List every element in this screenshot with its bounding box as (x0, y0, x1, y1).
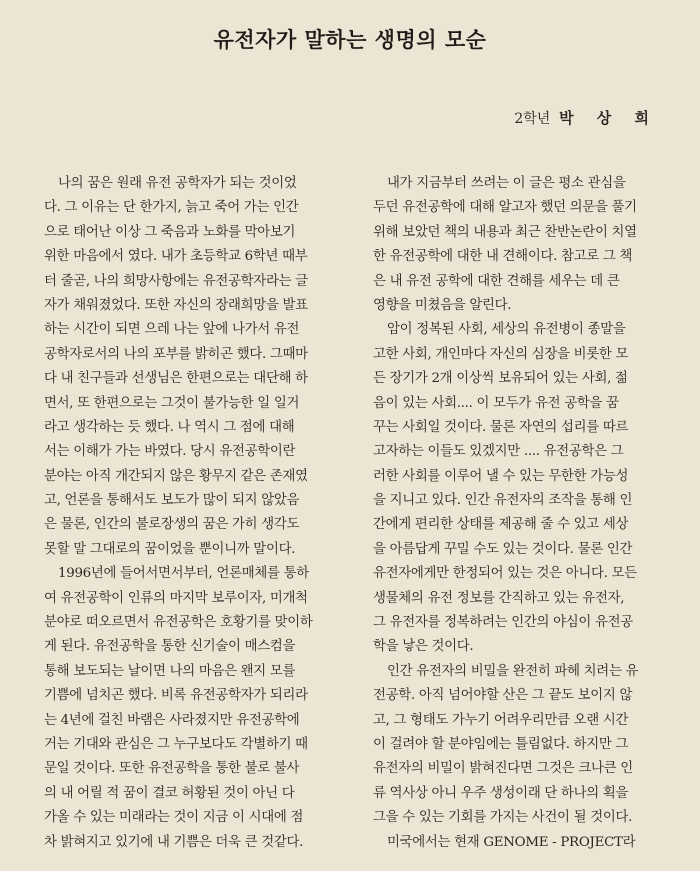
text-line: 은 물론, 인간의 불로장생의 꿈은 가히 생각도 (44, 517, 300, 533)
text-line: 고자하는 이들도 있겠지만 .... 유전공학은 그 (373, 444, 624, 460)
text-line: 다 내 친구들과 선생님은 한편으로는 대단해 하 (44, 371, 308, 387)
text-line: 나의 꿈은 원래 유전 공학자가 되는 것이었 (58, 176, 297, 191)
text-line: 면서, 또 한편으로는 그것이 불가능한 일 일거 (44, 395, 300, 411)
text-line: 차 밝혀지고 있기에 내 기쁨은 더욱 큰 것같다. (44, 834, 304, 850)
text-line: 공학자로서의 나의 포부를 밝히곤 했다. 그때마 (44, 346, 308, 362)
text-line: 자가 채워졌었다. 또한 자신의 장래희망을 발표 (44, 297, 308, 313)
left-column (44, 172, 352, 855)
text-line: 다. 그 이유는 단 한가지, 늙고 죽어 가는 인간 (44, 200, 299, 216)
author-name: 박 상 희 (559, 109, 658, 127)
text-line: 고, 그 형태도 가누기 어려우리만큼 오랜 시간 (373, 712, 629, 728)
text-line: 기쁨에 넘치곤 했다. 비록 유전공학자가 되리라 (44, 688, 308, 704)
text-line: 분야는 아직 개간되지 않은 황무지 같은 존재였 (44, 468, 308, 484)
text-line: 고한 사회, 개인마다 자신의 심장을 비롯한 모 (373, 346, 629, 362)
text-line: 이 걸려야 할 분야임에는 틀림없다. 하지만 그 (373, 736, 629, 752)
text-line: 한 유전공학에 대한 내 견해이다. 참고로 그 책 (373, 249, 633, 265)
text-line: 서는 이해가 가는 바였다. 당시 유전공학이란 (44, 444, 296, 460)
text-line: 류 역사상 아니 우주 생성이래 단 하나의 획을 (373, 785, 629, 801)
text-line: 영향을 미쳤음을 알린다. (373, 297, 512, 313)
text-line: 여 유전공학이 인류의 마지막 보루이자, 미개척 (44, 590, 308, 606)
text-line: 내가 지금부터 쓰려는 이 글은 평소 관심을 (387, 176, 626, 191)
text-line: 그 유전자를 정복하려는 인간의 야심이 유전공 (373, 615, 633, 631)
text-line: 을 아름답게 꾸밀 수도 있는 것이다. 물론 인간 (373, 541, 633, 557)
text-line: 하는 시간이 되면 으레 나는 앞에 나가서 유전 (44, 322, 300, 338)
text-line: 꾸는 사회일 것이다. 물론 자연의 섭리를 따르 (373, 419, 629, 435)
text-line: 미국에서는 현재 GENOME - PROJECT라 (387, 834, 636, 850)
author-byline (514, 107, 658, 128)
text-line: 러한 사회를 이루어 낼 수 있는 무한한 가능성 (373, 468, 629, 484)
text-line: 못할 말 그대로의 꿈이었을 뿐이니까 말이다. (44, 541, 296, 557)
text-line: 는 4년에 걸친 바램은 사라졌지만 유전공학에 (44, 712, 300, 728)
text-line: 의 내 어릴 적 꿈이 결코 허황된 것이 아닌 다 (44, 785, 295, 801)
text-line: 터 줄곧, 나의 희망사항에는 유전공학자라는 글 (44, 273, 308, 289)
text-line: 든 장기가 2개 이상씩 보유되어 있는 사회, 젊 (373, 371, 628, 387)
text-line: 문일 것이다. 또한 유전공학을 통한 불로 불사 (44, 761, 300, 777)
text-line: 게 된다. 유전공학을 통한 신기술이 매스컴을 (44, 639, 296, 655)
text-line: 생물체의 유전 정보를 간직하고 있는 유전자, (373, 590, 625, 606)
text-line: 암이 정복된 사회, 세상의 유전병이 종말을 (387, 322, 626, 338)
author-grade: 2학년 (514, 111, 551, 127)
text-line: 으로 태어난 이상 그 죽음과 노화를 막아보기 (44, 224, 296, 240)
text-line: 간에게 편리한 상태를 제공해 줄 수 있고 세상 (373, 517, 629, 533)
text-line: 위해 보았던 책의 내용과 최근 찬반논란이 치열 (373, 224, 637, 240)
text-line: 음이 있는 사회.... 이 모두가 유전 공학을 꿈 (373, 395, 619, 411)
text-line: 그을 수 있는 기회를 가지는 사건이 될 것이다. (373, 810, 633, 826)
text-line: 인간 유전자의 비밀을 완전히 파헤 치려는 유 (387, 663, 639, 679)
text-line: 분야로 떠오르면서 유전공학은 호황기를 맞이하 (44, 615, 313, 631)
text-line: 유전자의 비밀이 밝혀진다면 그것은 크나큰 인 (373, 761, 633, 777)
text-line: 유전자에게만 한정되어 있는 것은 아니다. 모든 (373, 566, 637, 582)
text-line: 라고 생각하는 듯 했다. 나 역시 그 점에 대해 (44, 419, 295, 435)
text-line: 1996년에 들어서면서부터, 언론매체를 통하 (58, 566, 309, 582)
text-line: 통해 보도되는 날이면 나의 마음은 왠지 모를 (44, 663, 296, 679)
article-title: 유전자가 말하는 생명의 모순 (213, 28, 487, 52)
text-line: 을 지니고 있다. 인간 유전자의 조작을 통해 인 (373, 493, 633, 509)
text-line: 위한 마음에서 였다. 내가 초등학교 6학년 때부 (44, 249, 308, 265)
text-line: 거는 기대와 관심은 그 누구보다도 각별하기 때 (44, 736, 308, 752)
text-line: 가올 수 있는 미래라는 것이 지금 이 시대에 점 (44, 810, 304, 826)
right-column (373, 172, 673, 855)
text-line: 두던 유전공학에 대해 알고자 했던 의문을 풀기 (373, 200, 637, 216)
text-line: 학을 낳은 것이다. (373, 639, 474, 655)
text-line: 전공학. 아직 넘어야할 산은 그 끝도 보이지 않 (373, 688, 633, 704)
text-line: 은 내 유전 공학에 대한 견해를 세우는 데 큰 (373, 273, 620, 289)
text-line: 고, 언론을 통해서도 보도가 많이 되지 않았음 (44, 493, 300, 509)
